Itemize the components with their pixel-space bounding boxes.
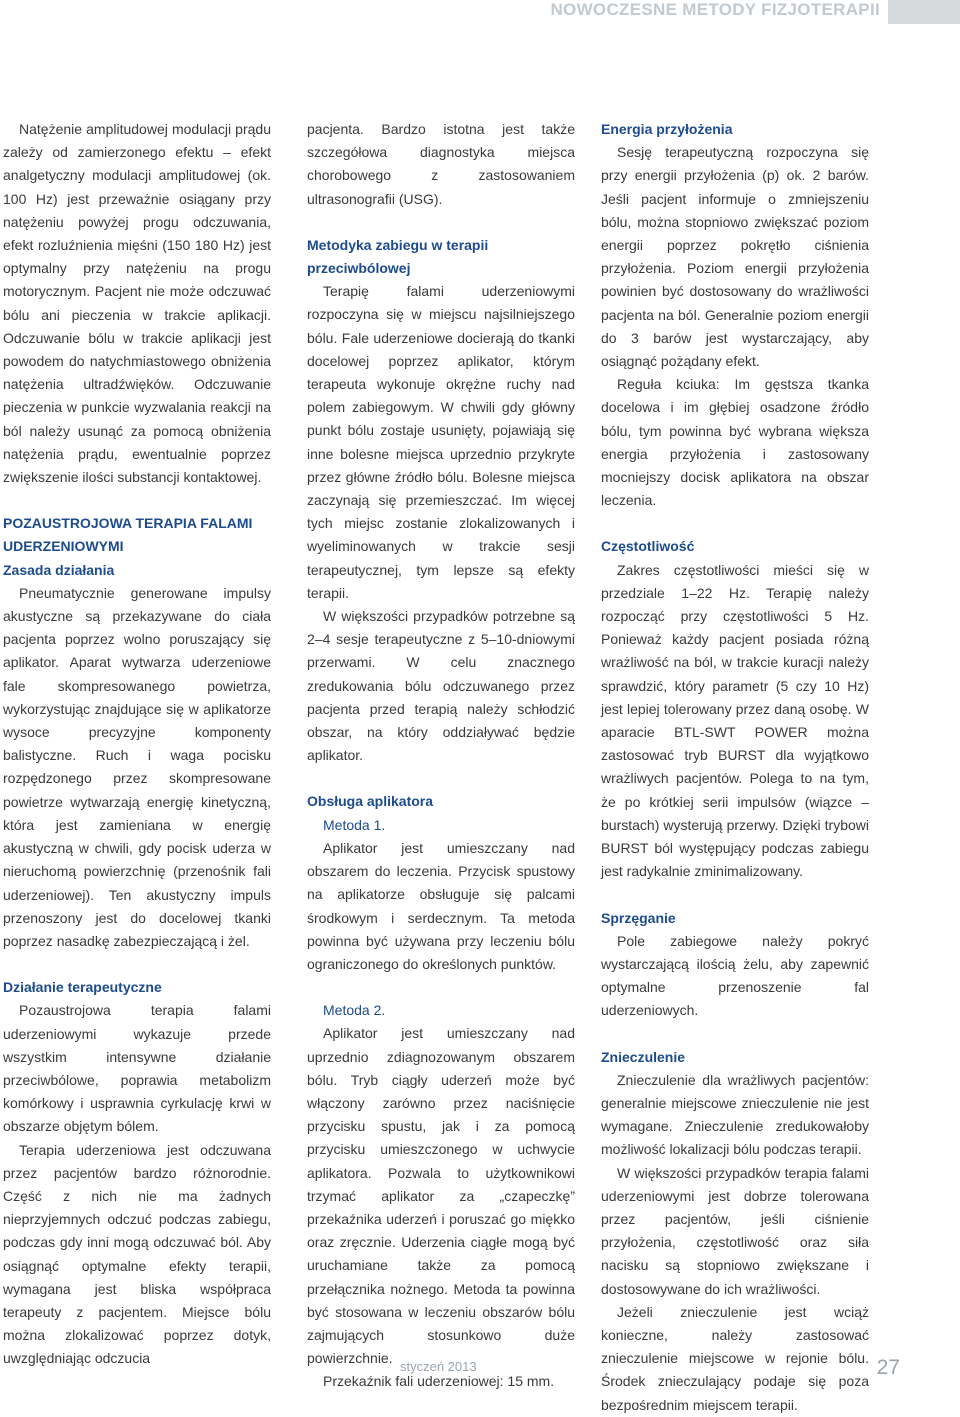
subheading-metodyka: Metodyka zabiegu w terapii xyxy=(307,236,489,253)
paragraph: Aplikator jest umieszczany nad uprzednio zdiagnozowanym obszarem bólu. Tryb ciągły uderzeń może być włączony zarówno przez naciśnięcie przycisku spustu, jak i za pomocą przycisku umieszczonego w uchwycie aplikatora. Pozwala to użytkownikowi trzymać aplikator za „czapeczkę” przekaźnika uderzeń i poruszać go miękko oraz zręcznie. Uderzenia ciągłe mogą być uruchamiane także za pomocą przełącznika nożnego. Metoda ta powinna być stosowana w leczeniu obszarów bólu zajmujących stosunkowo duże powierzchnie. xyxy=(307,1025,575,1367)
paragraph: Pozaustrojowa terapia falami uderzeniowymi wykazuje przede wszystkim intensywne działanie przeciwbólowe, poprawia metabolizm komórkowy i usprawnia cyrkulację krwi w obszarze objętym bólem. xyxy=(3,1002,271,1135)
section-title: POZAUSTROJOWA TERAPIA FALAMI xyxy=(3,515,253,532)
paragraph: Reguła kciuka: Im gęstsza tkanka docelowa i im głębiej osadzone źródło bólu, tym powinna być wybrana większa energia przyłożenia i zastosowany mocniejszy docisk aplikatora na obszar leczenia. xyxy=(601,376,869,509)
subheading-znieczulenie: Znieczulenie xyxy=(601,1048,686,1065)
issue-date: styczeń 2013 xyxy=(400,1359,477,1374)
paragraph: Aplikator jest umieszczany nad obszarem do leczenia. Przycisk spustowy na aplikatorze obsługuje się palcami środkowym i serdecznym. Ta metoda powinna być używana przy leczeniu bólu ograniczonego do określonych punktów. xyxy=(307,839,575,972)
column-right xyxy=(601,118,869,1417)
paragraph: Zakres częstotliwości mieści się w przedziale 1–22 Hz. Terapię należy rozpocząć przy częstotliwości 5 Hz. Ponieważ każdy pacjent posiada różną wrażliwość na ból, w trakcie kuracji należy sprawdzić, który parametr (5 czy 10 Hz) jest lepiej tolerowany przez daną osobę. W aparacie BTL-SWT POWER można zastosować tryb BURST dla wyjątkowo wrażliwych pacjentów. Polega to na tym, że po krótkiej serii impulsów (wiązce – burstach) wysterują przerwy. Dzięki trybowi BURST ból występujący podczas zabiegu jest radykalnie zminimalizowany. xyxy=(601,561,869,880)
subheading-zasada: Zasada działania xyxy=(3,561,115,578)
subheading-czestotliwosc: Częstotliwość xyxy=(601,538,695,555)
subheading-obsluga: Obsługa aplikatora xyxy=(307,793,434,810)
paragraph: Przekaźnik fali uderzeniowej: 15 mm. xyxy=(323,1373,555,1390)
paragraph: Znieczulenie dla wrażliwych pacjentów: generalnie miejscowe znieczulenie nie jest wymagane. Znieczulenie zredukowałoby możliwość lokalizacji bólu podczas terapii. xyxy=(601,1071,869,1158)
header-accent-bar xyxy=(888,0,960,24)
paragraph: Pole zabiegowe należy pokryć wystarczającą ilością żelu, aby zapewnić optymalne przenoszenie fal uderzeniowych. xyxy=(601,932,869,1019)
subheading-sprzeganie: Sprzęganie xyxy=(601,909,676,926)
method-label: Metoda 2. xyxy=(323,1002,386,1019)
journal-title: NOWOCZESNE METODY FIZJOTERAPII xyxy=(550,0,880,19)
subheading-dzialanie: Działanie terapeutyczne xyxy=(3,979,162,996)
paragraph: pacjenta. Bardzo istotna jest także szczegółowa diagnostyka miejsca chorobowego z zastosowaniem ultrasonografii (USG). xyxy=(307,121,575,207)
paragraph: W większości przypadków potrzebne są 2–4 sesje terapeutyczne z 5–10-dniowymi przerwami. W celu znacznego zredukowania bólu odczuwanego przez pacjenta przed terapią należy schłodzić obszar, na który oddziaływać będzie aplikator. xyxy=(307,608,575,764)
paragraph: Pneumatycznie generowane impulsy akustyczne są przekazywane do ciała pacjenta poprzez wolno poruszający się aplikator. Aparat wytwarza uderzeniowe fale skompresowanego powietrza, wykorzystując znajdujące się w aplikatorze wysoce precyzyjne komponenty balistyczne. Ruch i waga pocisku rozpędzonego przez skompresowane powietrze wytwarzają energię kinetyczną, która jest zamieniana w energię akustyczną w chwili, gdy pocisk uderza w nieruchomą powierzchnię (przenośnik fali uderzeniowej). Ten akustyczny impuls przenoszony jest do docelowej tkanki poprzez nasadkę zabezpieczającą i żel. xyxy=(3,584,271,949)
column-left xyxy=(3,118,271,1371)
paragraph: Jeżeli znieczulenie jest wciąż konieczne, należy zastosować znieczulenie miejscowe w rejonie bólu. Środek znieczulający podaje się poza bezpośrednim miejscem terapii. xyxy=(601,1303,869,1413)
column-middle xyxy=(307,118,575,1394)
subheading-metodyka-continued: przeciwbólowej xyxy=(307,260,411,277)
paragraph: Sesję terapeutyczną rozpoczyna się przy energii przyłożenia (p) ok. 2 barów. Jeśli pacjent informuje o zmniejszeniu bólu, można stopniowo zwiększać poziom energii poprzez pokrętło ciśnienia przyłożenia. Poziom energii przyłożenia powinien być dostosowany do wrażliwości pacjenta na ból. Generalnie poziom energii do 3 barów jest wystarczający, aby osiągnąć pożądany efekt. xyxy=(601,144,869,370)
paragraph: Terapia uderzeniowa jest odczuwana przez pacjentów bardzo różnorodnie. Część z nich nie ma żadnych nieprzyjemnych odczuć podczas zabiegu, podczas gdy inni mogą odczuwać ból. Aby osiągnąć optymalne efekty terapii, wymagana jest bliska współpraca terapeuty z pacjentem. Miejsce bólu można zlokalizować poprzez dotyk, uwzględniając odczucia xyxy=(3,1141,271,1367)
paragraph: W większości przypadków terapia falami uderzeniowymi jest dobrze tolerowana przez pacjentów, jeśli ciśnienie przyłożenia, częstotliwość oraz siła nacisku są stopniowo zwiększane i dostosowywane do ich wrażliwości. xyxy=(601,1164,869,1297)
method-label: Metoda 1. xyxy=(323,816,386,833)
paragraph: Terapię falami uderzeniowymi rozpoczyna się w miejscu najsilniejszego bólu. Fale uderzeniowe docierają do tkanki docelowej poprzez aplikator, którym terapeuta wykonuje okrężne ruchy nad polem zabiegowym. W chwili gdy główny punkt bólu zostaje usunięty, pojawiają się inne bolesne miejsca uprzednio przykryte przez główne źródło bólu. Bolesne miejsca zaczynają się przemieszczać. Im więcej tych miejsc zostanie zlokalizowanych i wyeliminowanych w trakcie sesji terapeutycznej, tym lepsze są efekty terapii. xyxy=(307,283,575,601)
page-number: 27 xyxy=(876,1356,900,1379)
section-title-continued: UDERZENIOWYMI xyxy=(3,538,124,555)
subheading-energia: Energia przyłożenia xyxy=(601,121,733,137)
paragraph: Natężenie amplitudowej modulacji prądu zależy od zamierzonego efektu – efekt analgetyczny modulacji amplitudowej (ok. 100 Hz) jest przeważnie osiągany przy natężeniu powyżej progu odczuwania, efekt rozluźnienia mięśni (150 180 Hz) jest optymalny przy natężeniu na progu motorycznym. Pacjent nie może odczuwać bólu ani pieczenia w trakcie aplikacji. Odczuwanie bólu w trakcie aplikacji jest powodem do natychmiastowego obniżenia natężenia ultradźwięków. Odczuwanie pieczenia w punkcie wyzwalania reakcji na ból należy usunąć za pomocą obniżenia natężenia prądu, ewentualnie poprzez zwiększenie ilości substancji kontaktowej. xyxy=(3,121,271,486)
